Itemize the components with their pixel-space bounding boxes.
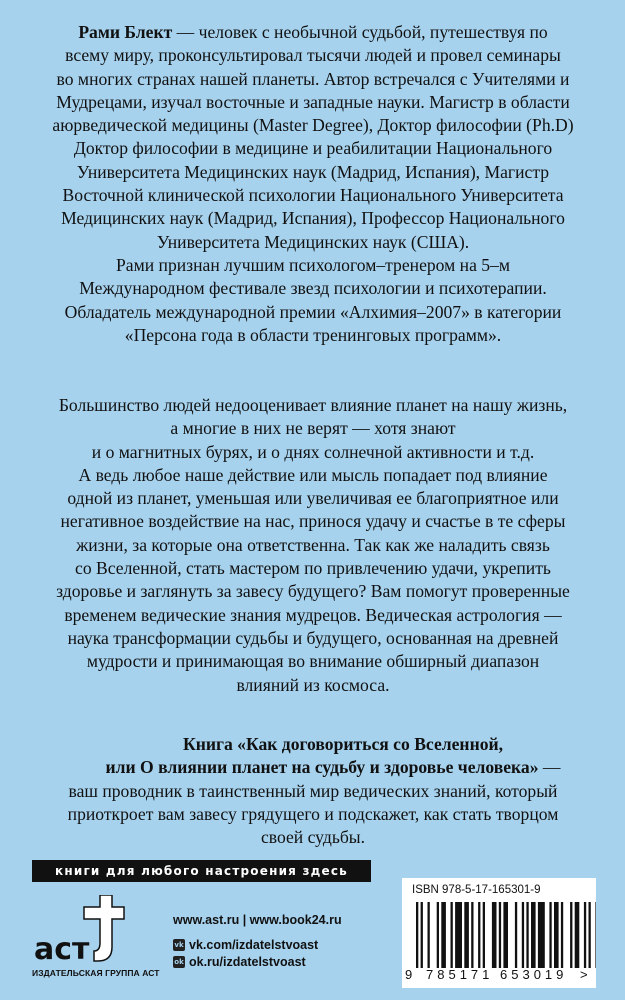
barcode-left-digits: 785171 bbox=[426, 967, 494, 982]
book-pitch bbox=[28, 733, 598, 849]
publisher-sites[interactable]: www.ast.ru | www.book24.ru bbox=[173, 913, 342, 927]
isbn-barcode bbox=[402, 878, 596, 988]
book-line: своей судьбы. bbox=[260, 827, 366, 848]
blurb-line: Большинство людей недооценивает влияние планет на нашу жизнь, bbox=[58, 395, 568, 415]
author-bio bbox=[28, 21, 598, 347]
promo-strip: книги для любого настроения здесь bbox=[32, 860, 371, 882]
vk-link-text: vk.com/izdatelstvoast bbox=[189, 938, 319, 952]
bio-line: во многих странах нашей планеты. Автор встречался с Учителями и bbox=[56, 68, 570, 89]
bio-line: Медицинских наук (Мадрид, Испания), Профессор Национального bbox=[61, 208, 565, 229]
bio-line: Доктор философии в медицине и реабилитации Национального bbox=[73, 138, 553, 159]
barcode-right-digits: 653019 bbox=[500, 967, 568, 982]
blurb-line: а многие в них не верят — хотя знают bbox=[170, 418, 456, 439]
blurb-line: и о магнитных бурях, и о днях солнечной активности и т.д. bbox=[91, 441, 535, 462]
ok-link-text: ok.ru/izdatelstvoast bbox=[189, 955, 306, 969]
blurb-line: наука трансформации судьбы и будущего, основанная на древней bbox=[67, 627, 559, 648]
bio-line: Восточной клинической психологии Национального Университета bbox=[62, 185, 564, 206]
bio-line: Рами Блект — человек с необычной судьбой, путешествуя по bbox=[78, 22, 548, 42]
blurb-line: здоровье и заглянуть за завесу будущего? Вам помогут проверенные bbox=[56, 581, 570, 602]
bio-line: Обладатель международной премии «Алхимия–2007» в категории bbox=[64, 301, 562, 322]
blurb-line: одной из планет, уменьшая или увеличивая ее благоприятное или bbox=[67, 488, 559, 509]
bio-line: Рами признан лучшим психологом–тренером на 5–м bbox=[115, 254, 511, 275]
bio-line: «Персона года в области тренинговых программ». bbox=[124, 324, 502, 345]
vk-link[interactable] bbox=[173, 938, 318, 952]
blurb-line: влияний из космоса. bbox=[236, 674, 390, 695]
bio-line: Университета Медицинских наук (Мадрид, Испания), Магистр bbox=[76, 161, 550, 182]
bio-line: Университета Медицинских наук (США). bbox=[156, 231, 470, 252]
ast-logo-text: аст bbox=[34, 932, 90, 967]
barcode-first-digit: 9 bbox=[405, 967, 413, 982]
vk-icon: vk bbox=[174, 941, 184, 949]
book-line: приоткроет вам завесу грядущего и подскажет, как стать творцом bbox=[67, 803, 559, 824]
publisher-caption: ИЗДАТЕЛЬСКАЯ ГРУППА АСТ bbox=[32, 968, 160, 978]
bio-line: Мудрецами, изучал восточные и западные науки. Магистр в области bbox=[56, 91, 570, 112]
bio-line: всему миру, проконсультировал тысячи людей и провел семинары bbox=[65, 45, 561, 66]
ast-logo bbox=[32, 895, 162, 975]
blurb-line: негативное воздействие на нас, принося удачу и счастье в те сферы bbox=[60, 511, 566, 532]
barcode-digits bbox=[402, 967, 596, 987]
book-title-line-1: Книга «Как договориться со Вселенной, bbox=[182, 734, 504, 754]
blurb-line: жизни, за которые она ответственна. Так как же наладить связь bbox=[76, 534, 550, 555]
barcode-arrow: > bbox=[580, 967, 588, 982]
isbn-number: ISBN 978-5-17-165301-9 bbox=[412, 884, 541, 896]
blurb-line: А ведь любое наше действие или мысль попадает под влияние bbox=[78, 464, 548, 485]
bio-line: аюрведической медицины (Master Degree), Доктор философии (Ph.D) bbox=[52, 115, 574, 136]
book-title-line-2: или О влиянии планет на судьбу и здоровье человека» — bbox=[105, 757, 561, 778]
bio-line: Международном фестивале звезд психологии и психотерапии. bbox=[79, 278, 547, 299]
book-description bbox=[28, 394, 598, 697]
ok-link[interactable] bbox=[173, 955, 306, 969]
blurb-line: временем ведические знания мудрецов. Ведическая астрология — bbox=[64, 604, 562, 625]
blurb-line: мудрости и принимающая во внимание обширный диапазон bbox=[86, 651, 540, 672]
blurb-line: со Вселенной, стать мастером по привлечению удачи, укрепить bbox=[75, 558, 551, 579]
ok-icon: ok bbox=[174, 958, 184, 966]
author-name: Рами Блект bbox=[78, 22, 173, 42]
book-line: ваш проводник в таинственный мир ведических знаний, который bbox=[68, 780, 558, 801]
